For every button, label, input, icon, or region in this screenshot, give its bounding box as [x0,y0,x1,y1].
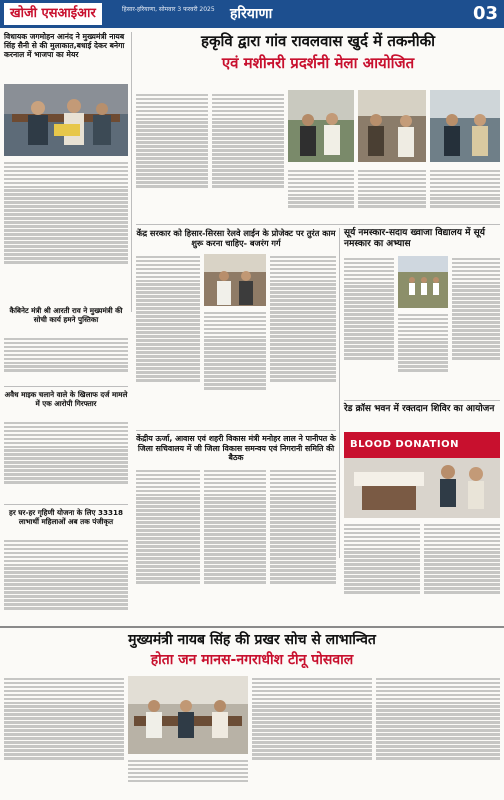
story-body-col4 [376,676,500,794]
photo-railway-image [204,254,266,306]
story-body-col2 [128,758,248,794]
story-body-col2 [424,522,500,622]
row-rule [4,386,128,387]
story-body-col3 [270,254,336,424]
story-body-col1 [4,676,124,794]
bottom-section-rule [0,626,504,628]
story-main-top [136,30,500,86]
section-title: हरियाणा [230,6,273,22]
masthead [0,0,504,28]
story-main-body-col4 [358,168,426,222]
column-rule [131,32,132,312]
story-body-col2 [398,312,448,396]
story-main-body-col3 [288,168,354,222]
photo-meeting-image [4,84,128,156]
story-body-col1 [136,254,200,424]
story-body-col3 [270,468,336,624]
story-district-committee [136,434,336,624]
story-headline: हर घर-हर गृहिणी योजना के लिए 33318 लाभार्थी महिलाओं अब तक पंजीकृत [9,508,123,526]
story-main-body-col5 [430,168,500,222]
story-arrest [4,390,128,500]
photo-surya-image [398,256,448,308]
photo-exhibition-1 [288,90,354,162]
photo-railway [204,254,266,306]
story-surya-namaskar [344,228,500,398]
headline-line-1: मुख्यमंत्री नायब सिंह की प्रखर सोच से लाभान्वित [128,632,376,648]
story-body-col1 [344,522,420,622]
story-body-col1 [136,468,200,624]
story-red-cross [344,404,500,624]
photo-exhibition-3 [430,90,500,162]
column-rule [339,228,340,558]
story-headline: सूर्य नमस्कार-सदाय ख्वाजा विद्यालय में सूर्य नमस्कार का अभ्यास [344,228,485,249]
photo-blood-donation [344,432,500,518]
brand-logo: खोजी एसआईआर [4,3,102,25]
story-headline: विधायक जगमोहन आनंद ने मुख्यमंत्री नायब सिंह सैनी से की मुलाकात,बधाई देकर बनेगा करनाल में भाजपा का मेयर [4,32,125,60]
dateline: हिसार-हरियाणा, सोमवार 3 फरवरी 2025 [122,6,215,13]
page-number: 03 [472,3,498,24]
headline-line-1: हकृवि द्वारा गांव रावलवास खुर्द में तकनीकी [200,32,436,50]
story-railway [136,228,336,428]
story-body [4,420,128,500]
story-body [4,336,128,384]
story-body-col2 [204,468,266,624]
story-bottom [4,630,500,796]
story-body-col3 [452,256,500,396]
story-body-col2 [204,310,266,424]
photo-surya [398,256,448,308]
photo-exhibition-2-image [358,90,426,162]
photo-mayor-visit-image [128,676,248,754]
story-headline: अवैध माइक चलाने वाले के खिलाफ दर्ज मामले में एक आरोपी गिरफ्तार [4,390,128,408]
photo-mayor-visit [128,676,248,754]
photo-exhibition-3-image [430,90,500,162]
row-rule [136,430,336,431]
story-headline: रेड क्रॉस भवन में रक्तदान शिविर का आयोजन [344,404,495,414]
blood-donation-banner: BLOOD DONATION [350,439,459,450]
story-headline: केंद्रीय ऊर्जा, आवास एवं शहरी विकास मंत्री मनोहर लाल ने पानीपत के जिला सचिवालय में जी जिला विकास समन्वय एवं निगरानी समिति की बैठक [136,434,336,463]
story-body-col1 [344,256,394,396]
story-body [4,538,128,626]
story-body-col3 [252,676,372,794]
story-left-top [4,32,128,302]
story-body [4,160,128,300]
story-main-body-col1 [136,92,208,220]
story-registration [4,508,128,626]
story-headline: केंद्र सरकार को हिसार-सिरसा रेलवे लाईन के प्रोजेक्ट पर तुरंत काम शुरू करना चाहिए- बजरंग गर्ग [136,228,336,248]
row-rule [136,224,500,225]
headline-line-2: होता जन मानस-नगराधीश टीनू पोसवाल [150,652,354,668]
story-cabinet [4,306,128,384]
photo-exhibition-1-image [288,90,354,162]
row-rule [4,504,128,505]
row-rule [344,400,500,401]
story-headline: कैबिनेट मंत्री श्री आरती राव ने मुख्यमंत्री की सोची कार्य हमने पुस्तिका [9,306,123,324]
photo-meeting [4,84,128,156]
headline-line-2: एवं मशीनरी प्रदर्शनी मेला आयोजित [221,54,415,72]
story-main-body-col2 [212,92,284,220]
photo-exhibition-2 [358,90,426,162]
